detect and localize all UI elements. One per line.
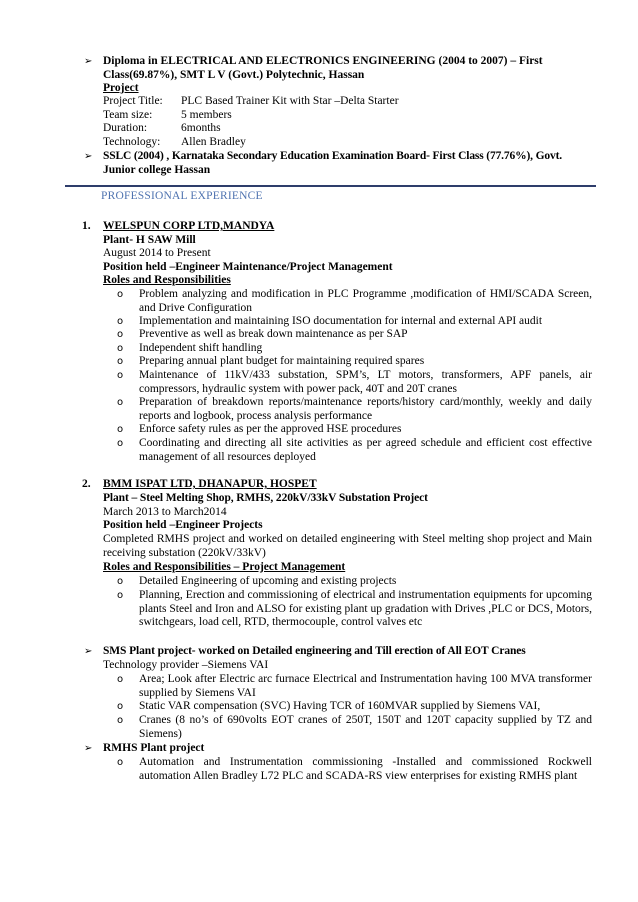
team-size-row [103, 109, 232, 123]
job1-bullet: Enforce safety rules as per the approved HSE procedures [139, 423, 402, 435]
job2-period: March 2013 to March2014 [103, 506, 227, 518]
job1-bullet: Maintenance of 11kV/433 substation, SPM’s, LT motors, transformers, APF panels, air compressors, hydraulic system with power pack, 40T and 20T cranes [139, 369, 592, 395]
job2-plant: Plant – Steel Melting Shop, RMHS, 220kV/33kV Substation Project [103, 492, 428, 504]
job1-bullet: Preparing annual plant budget for maintaining required spares [139, 355, 425, 367]
sms-bullet: Area; Look after Electric arc furnace Electrical and Instrumentation having 100 MVA transformer supplied by Siemens VAI [139, 673, 592, 699]
circle-bullet-icon: o [117, 397, 124, 408]
circle-bullet-icon: o [117, 356, 124, 367]
sms-bullet: Static VAR compensation (SVC) Having TCR of 160MVAR supplied by Siemens VAI, [139, 700, 541, 712]
technology-row [103, 136, 246, 150]
arrow-bullet-icon: ➢ [84, 743, 93, 754]
job1-bullet: Implementation and maintaining ISO documentation for internal and external API audit [139, 315, 543, 327]
job2-bullet: Detailed Engineering of upcoming and existing projects [139, 575, 397, 587]
job2-bullet: Planning, Erection and commissioning of electrical and instrumentation equipments for upcoming plants Steel and Iron and ALSO for existing plant up gradation with Drives ,PLC or DCS, Motors, switchgears, load cell, RTD, thermocouple, control valves etc [139, 589, 592, 629]
job1-roles-heading: Roles and Responsibilities [103, 274, 231, 286]
circle-bullet-icon: o [117, 370, 124, 381]
job1-number: 1. [82, 220, 91, 232]
diploma-project-heading: Project [103, 82, 139, 94]
arrow-bullet-icon: ➢ [84, 151, 93, 162]
project-title-row [103, 95, 399, 109]
technology-value: Allen Bradley [181, 136, 246, 148]
technology-label: Technology: [103, 136, 161, 148]
circle-bullet-icon: o [117, 757, 124, 768]
circle-bullet-icon: o [117, 701, 124, 712]
duration-row [103, 122, 221, 136]
sslc-line1: SSLC (2004) , Karnataka Secondary Education Examination Board- First Class (77.76%), Govt. [103, 150, 562, 162]
team-size-label: Team size: [103, 109, 153, 121]
job2-summary: Completed RMHS project and worked on detailed engineering with Steel melting shop project and Main receiving substation (220kV/33kV) [103, 533, 592, 559]
rmhs-project-title: RMHS Plant project [103, 742, 205, 754]
project-title-label: Project Title: [103, 95, 163, 107]
section-heading-professional-experience: PROFESSIONAL EXPERIENCE [101, 190, 263, 202]
sms-bullet: Cranes (8 no’s of 690volts EOT cranes of 250T, 150T and 120T capacity supplied by TZ and Siemens) [139, 714, 592, 740]
section-divider [65, 185, 596, 187]
duration-label: Duration: [103, 122, 148, 134]
circle-bullet-icon: o [117, 424, 124, 435]
job2-company: BMM ISPAT LTD, DHANAPUR, HOSPET [103, 478, 317, 490]
sms-project-title: SMS Plant project- worked on Detailed engineering and Till erection of All EOT Cranes [103, 645, 526, 657]
job2-number: 2. [82, 478, 91, 490]
duration-value: 6months [181, 122, 221, 134]
rmhs-bullet: Automation and Instrumentation commissioning -Installed and commissioned Rockwell automation Allen Bradley L72 PLC and SCADA-RS view enterprises for existing RMHS plant [139, 756, 592, 782]
sslc-line2: Junior college Hassan [103, 164, 211, 176]
job1-position: Position held –Engineer Maintenance/Project Management [103, 261, 393, 273]
diploma-title-line1: Diploma in ELECTRICAL AND ELECTRONICS ENGINEERING (2004 to 2007) – First [103, 55, 543, 67]
circle-bullet-icon: o [117, 343, 124, 354]
arrow-bullet-icon: ➢ [84, 56, 93, 67]
job1-bullet: Independent shift handling [139, 342, 263, 354]
circle-bullet-icon: o [117, 715, 124, 726]
circle-bullet-icon: o [117, 289, 124, 300]
project-title-value: PLC Based Trainer Kit with Star –Delta Starter [181, 95, 399, 107]
team-size-value: 5 members [181, 109, 232, 121]
diploma-title-line2: Class(69.87%), SMT L V (Govt.) Polytechnic, Hassan [103, 69, 365, 81]
circle-bullet-icon: o [117, 576, 124, 587]
job1-period: August 2014 to Present [103, 247, 211, 259]
circle-bullet-icon: o [117, 438, 124, 449]
job1-company: WELSPUN CORP LTD,MANDYA [103, 220, 275, 232]
circle-bullet-icon: o [117, 329, 124, 340]
circle-bullet-icon: o [117, 674, 124, 685]
job1-bullet: Coordinating and directing all site activities as per agreed schedule and efficient cost effective management of all resources deployed [139, 437, 592, 463]
sms-technology-provider: Technology provider –Siemens VAI [103, 659, 269, 671]
job1-bullet: Preventive as well as break down maintenance as per SAP [139, 328, 408, 340]
job1-bullet: Problem analyzing and modification in PLC Programme ,modification of HMI/SCADA Screen, and Drive Configuration [139, 288, 592, 314]
job2-position: Position held –Engineer Projects [103, 519, 263, 531]
job2-roles-heading: Roles and Responsibilities – Project Management [103, 561, 346, 573]
circle-bullet-icon: o [117, 316, 124, 327]
arrow-bullet-icon: ➢ [84, 646, 93, 657]
job1-plant: Plant- H SAW Mill [103, 234, 196, 246]
circle-bullet-icon: o [117, 590, 124, 601]
job1-bullet: Preparation of breakdown reports/maintenance reports/history card/monthly, weekly and daily reports and logbook, process analysis performance [139, 396, 592, 422]
